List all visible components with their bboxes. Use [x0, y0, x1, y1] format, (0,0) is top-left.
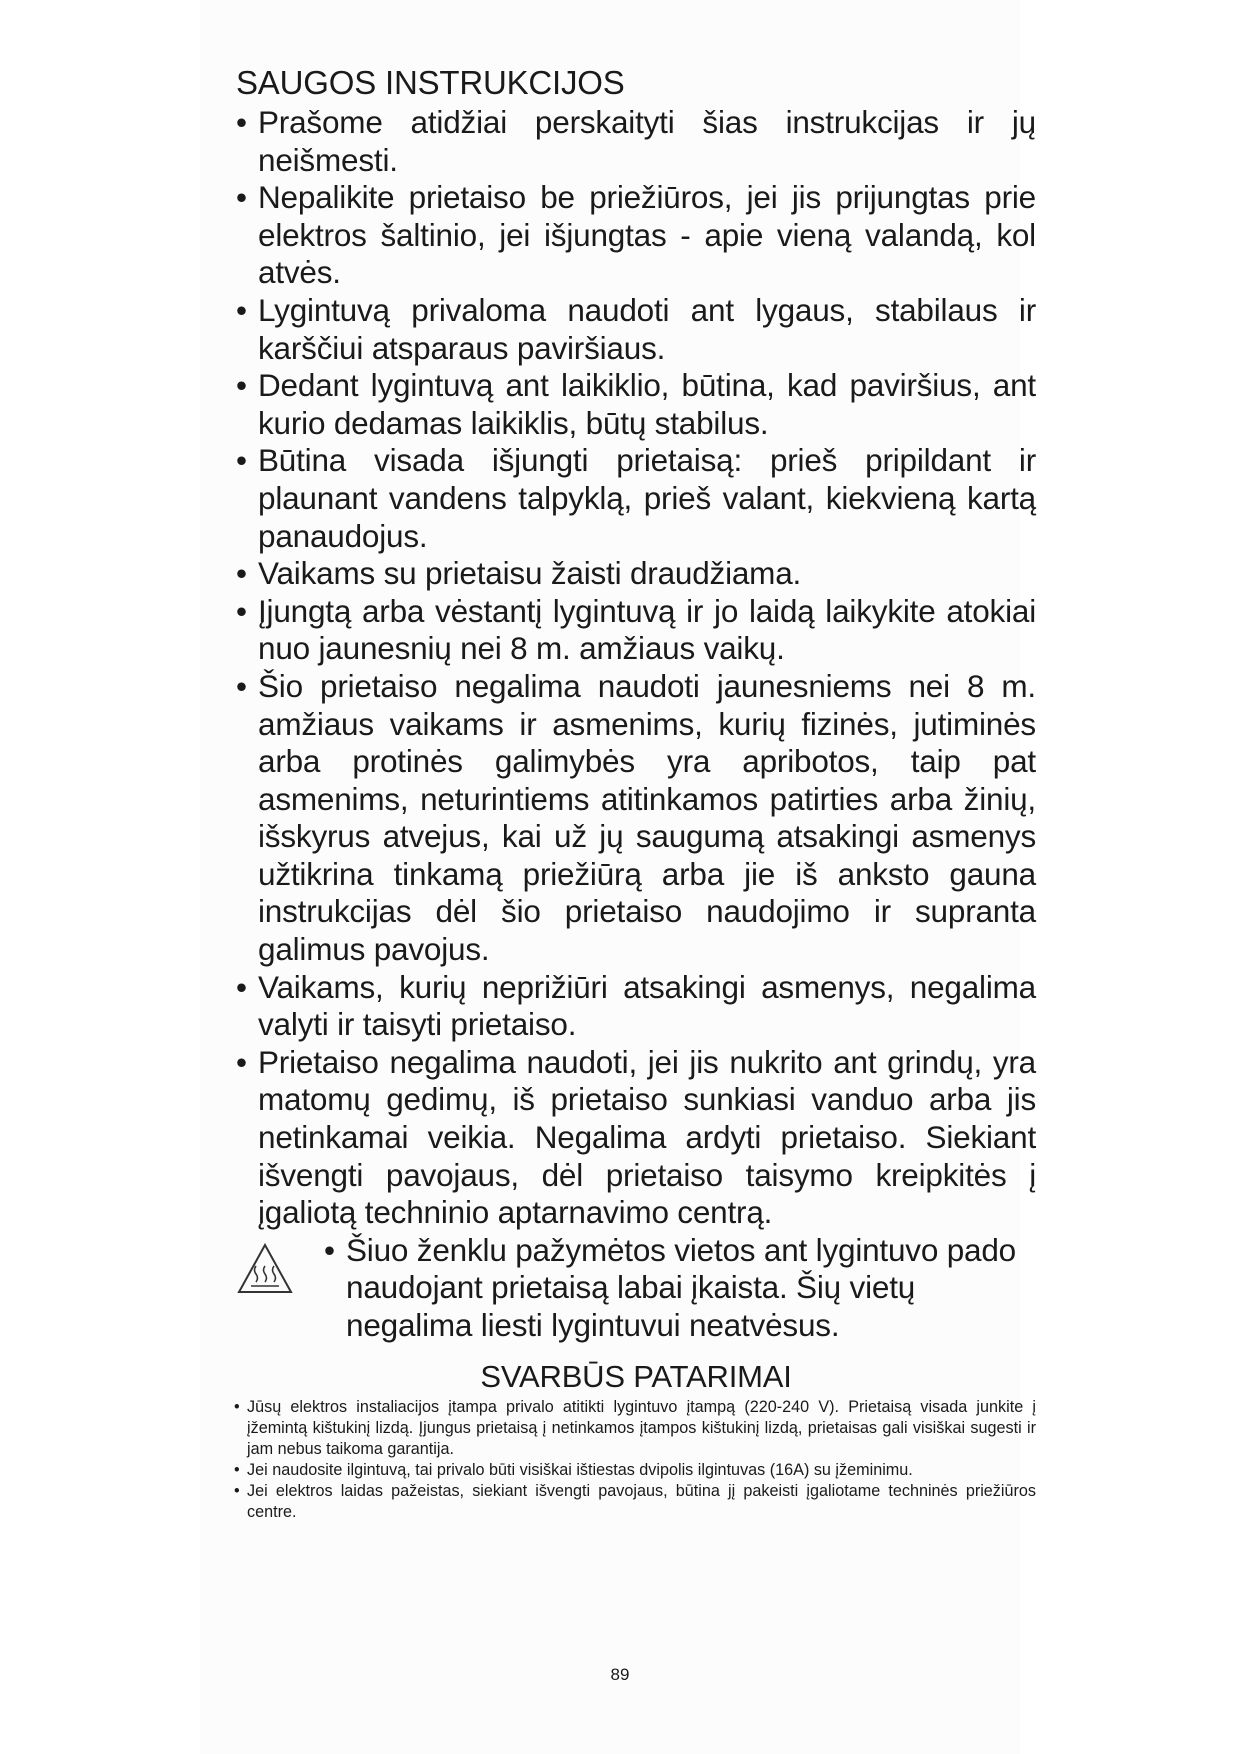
safety-list: [236, 104, 1036, 1232]
hot-surface-warning-text: • Šiuo ženklu pažymėtos vietos ant lygintuvo pado naudojant prietaisą labai įkaista. Šių vietų negalima liesti lygintuvui neatvėsus.: [324, 1232, 1036, 1345]
tips-title: SVARBŪS PATARIMAI: [480, 1358, 792, 1394]
safety-item: • Prietaiso negalima naudoti, jei jis nukrito ant grindų, yra matomų gedimų, iš prietaiso sunkiasi vanduo arba jis netinkamai veikia. Negalima ardyti prietaiso. Siekiant išvengti pavojaus, dėl prietaiso taisymo kreipkitės į įgaliotą techninio aptarnavimo centrą.: [236, 1044, 1036, 1232]
hot-surface-warning-icon: [236, 1242, 294, 1296]
tips-item: • Jei elektros laidas pažeistas, siekiant išvengti pavojaus, būtina jį pakeisti įgaliotame techninės priežiūros centre.: [234, 1481, 1036, 1523]
page-number: 89: [610, 1665, 630, 1684]
safety-item: • Būtina visada išjungti prietaisą: prieš pripildant ir plaunant vandens talpyklą, prieš valant, kiekvieną kartą panaudojus.: [236, 442, 1036, 555]
safety-item: • Šio prietaiso negalima naudoti jaunesniems nei 8 m. amžiaus vaikams ir asmenims, kurių fizinės, jutiminės arba protinės galimybės yra apribotos, taip pat asmenims, neturintiems atitinkamos patirties arba žinių, išskyrus atvejus, kai už jų saugumą atsakingi asmenys užtikrina tinkamą priežiūrą arba jie iš anksto gauna instrukcijas dėl šio prietaiso naudojimo ir supranta galimus pavojus.: [236, 668, 1036, 969]
tips-item: • Jei naudosite ilgintuvą, tai privalo būti visiškai ištiestas dvipolis ilgintuvas (16A) su įžeminimu.: [234, 1460, 1036, 1481]
tips-item: • Jūsų elektros instaliacijos įtampa privalo atitikti lygintuvo įtampą (220-240 V). Prietaisą visada junkite į įžemintą kištukinį lizdą. Įjungus prietaisą į netinkamos įtampos kištukinį lizdą, prietaisas gali visiškai sugesti ir jam nebus taikoma garantija.: [234, 1397, 1036, 1460]
safety-item: • Vaikams su prietaisu žaisti draudžiama.: [236, 555, 1036, 593]
hot-surface-warning: [236, 1232, 1036, 1345]
safety-item: • Lygintuvą privaloma naudoti ant lygaus, stabilaus ir karščiui atsparaus paviršiaus.: [236, 292, 1036, 367]
safety-item: • Vaikams, kurių neprižiūri atsakingi asmenys, negalima valyti ir taisyti prietaiso.: [236, 969, 1036, 1044]
page-content: [236, 64, 1036, 1523]
safety-title: SAUGOS INSTRUKCIJOS: [236, 64, 625, 101]
safety-item: • Prašome atidžiai perskaityti šias instrukcijas ir jų neišmesti.: [236, 104, 1036, 179]
safety-item: • Nepalikite prietaiso be priežiūros, jei jis prijungtas prie elektros šaltinio, jei išjungtas - apie vieną valandą, kol atvės.: [236, 179, 1036, 292]
safety-item: • Įjungtą arba vėstantį lygintuvą ir jo laidą laikykite atokiai nuo jaunesnių nei 8 m. amžiaus vaikų.: [236, 593, 1036, 668]
tips-list: [234, 1397, 1036, 1523]
safety-item: • Dedant lygintuvą ant laikiklio, būtina, kad paviršius, ant kurio dedamas laikiklis, būtų stabilus.: [236, 367, 1036, 442]
